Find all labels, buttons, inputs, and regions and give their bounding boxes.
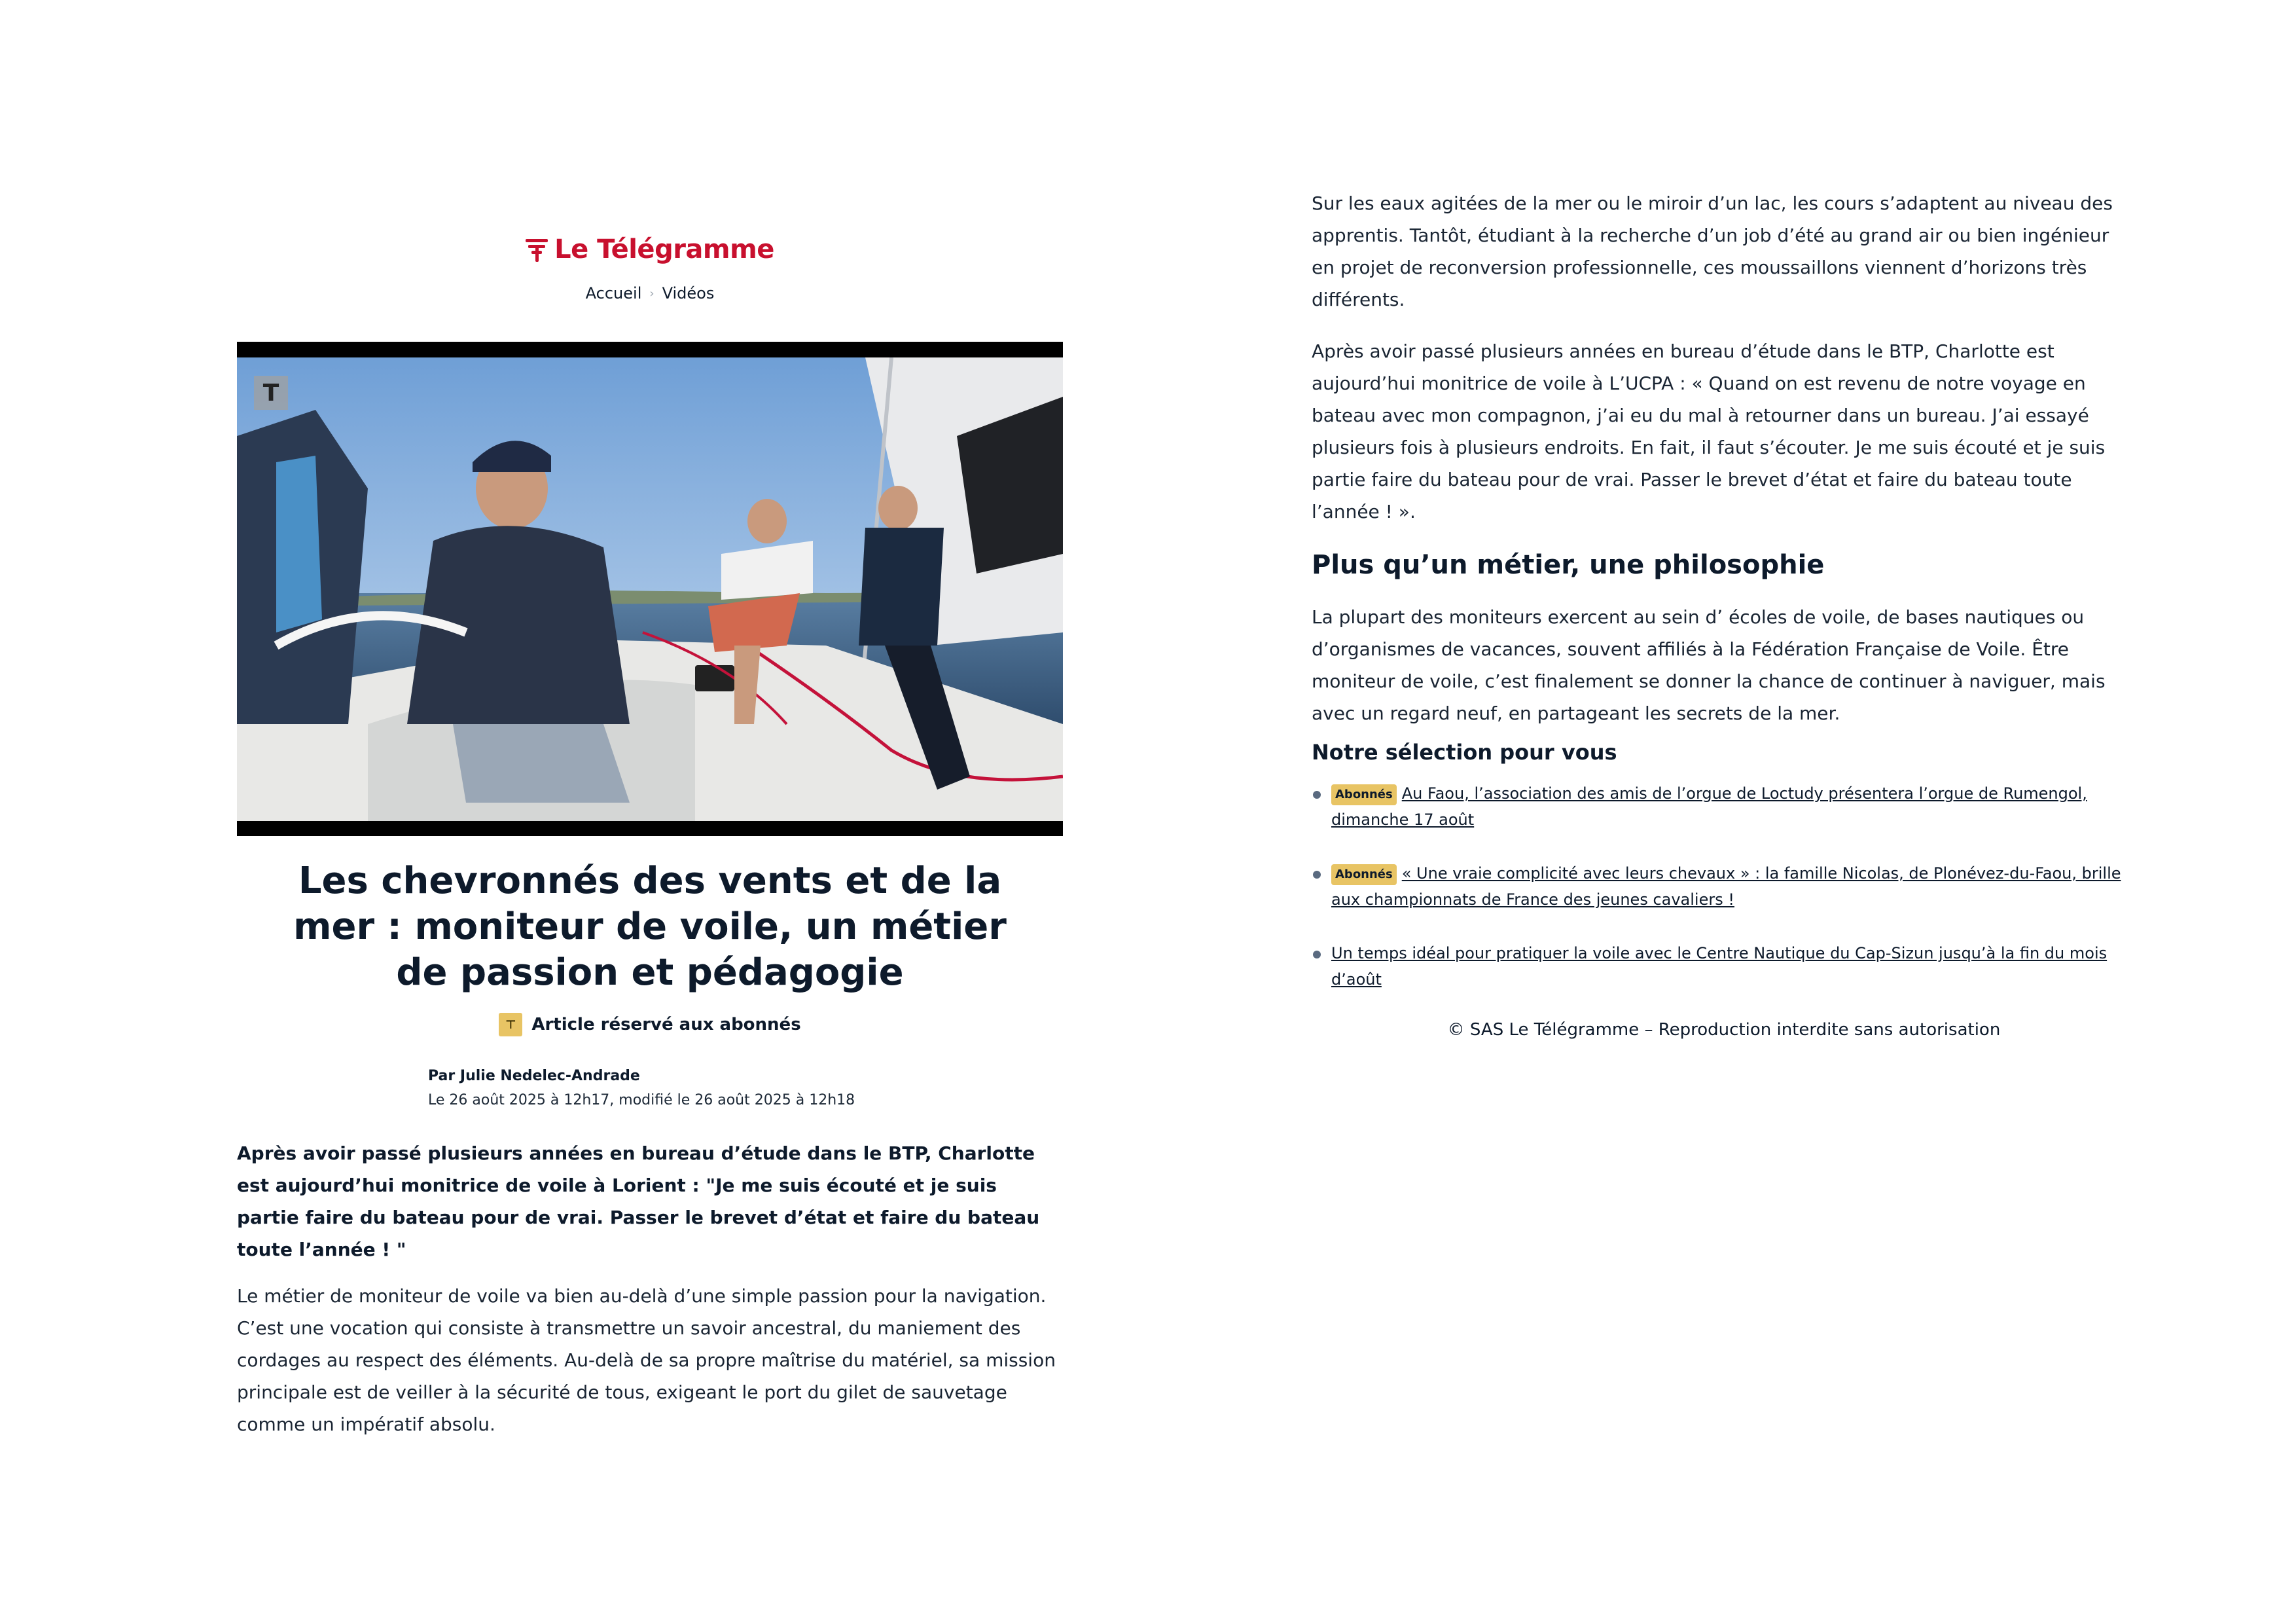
bullet-icon	[1313, 791, 1321, 799]
copyright: © SAS Le Télégramme – Reproduction interdite sans autorisation	[1447, 1020, 2001, 1040]
article-paragraph-1: Le métier de moniteur de voile va bien au-delà d’une simple passion pour la navigation. C’est une vocation qui consiste à transmettre un savoir ancestral, du maniement des cordages au respect des éléments. Au-delà de sa propre maîtrise du matériel, sa mission principale est de veiller à la sécurité de tous, exigeant le port du gilet de sauvetage comme un impératif absolu.	[237, 1285, 1056, 1435]
selection-link[interactable]: Un temps idéal pour pratiquer la voile avec le Centre Nautique du Cap-Sizun jusqu’à la fin du mois d’août	[1331, 944, 2108, 989]
bullet-icon	[1313, 951, 1321, 958]
breadcrumb	[237, 284, 1063, 302]
article-lead: Après avoir passé plusieurs années en bureau dʼétude dans le BTP, Charlotte est aujourd’hui monitrice de voile à Lorient : "Je me suis écouté et je suis partie faire du bateau pour de vrai. Passer le brevet d’état et faire du bateau toute l’année ! "	[237, 1142, 1040, 1260]
logo-text: Le Télégramme	[554, 234, 774, 264]
left-column	[237, 223, 1063, 1440]
selection-title: Notre sélection pour vous	[1312, 740, 1617, 765]
video-player[interactable]	[237, 342, 1063, 836]
byline	[428, 1068, 1063, 1108]
telegramme-t-icon: T	[254, 376, 288, 410]
logo-icon	[526, 236, 548, 263]
right-column	[1312, 187, 2136, 1040]
article-paragraph-4: La plupart des moniteurs exercent au sein dʼ écoles de voile, de bases nautiques ou d’organismes de vacances, souvent affiliés à la Fédération Française de Voile. Être moniteur de voile, c’est finalement se donner la chance de continuer à naviguer, mais avec un regard neuf, en partageant les secrets de la mer.	[1312, 606, 2106, 724]
subscriber-badge: Abonnés	[1331, 784, 1397, 805]
subscriber-badge: Abonnés	[1331, 864, 1397, 885]
breadcrumb-home[interactable]: Accueil	[585, 284, 642, 302]
article-subheading: Plus qu’un métier, une philosophie	[1312, 550, 1825, 580]
video-frame-image	[237, 357, 1063, 821]
breadcrumb-videos[interactable]: Vidéos	[662, 284, 715, 302]
author: Par Julie Nedelec-Andrade	[428, 1068, 640, 1084]
site-logo[interactable]	[237, 223, 1063, 276]
selection-list	[1312, 780, 2136, 993]
premium-notice	[237, 1013, 1063, 1036]
selection-link[interactable]: « Une vraie complicité avec leurs chevaux » : la famille Nicolas, de Plonévez-du-Faou, brille aux championnats de France des jeunes cavaliers !	[1331, 864, 2121, 909]
selection-link[interactable]: Au Faou, l’association des amis de l’orgue de Loctudy présentera l’orgue de Rumengol, dimanche 17 août	[1331, 784, 2087, 829]
publish-date: Le 26 août 2025 à 12h17, modifié le 26 août 2025 à 12h18	[428, 1092, 855, 1108]
list-item	[1312, 940, 2136, 993]
list-item	[1312, 860, 2136, 913]
article-title: Les chevronnés des vents et de la mer : moniteur de voile, un métier de passion et pédagogie	[293, 860, 1007, 994]
list-item	[1312, 780, 2136, 833]
article-paragraph-3: Après avoir passé plusieurs années en bureau d’étude dans le BTP, Charlotte est aujourd’hui monitrice de voile à L’UCPA : « Quand on est revenu de notre voyage en bateau avec mon compagnon, j’ai eu du mal à retourner dans un bureau. J’ai essayé plusieurs fois à plusieurs endroits. En fait, il faut s’écouter. Je me suis écouté et je suis partie faire du bateau pour de vrai. Passer le brevet d’état et faire du bateau toute l’année ! ».	[1312, 340, 2106, 522]
bullet-icon	[1313, 871, 1321, 879]
chevron-right-icon: ›	[649, 286, 655, 301]
premium-label: Article réservé aux abonnés	[531, 1015, 801, 1034]
subscriber-icon: ⊤	[499, 1013, 522, 1036]
article-paragraph-2: Sur les eaux agitées de la mer ou le miroir d’un lac, les cours s’adaptent au niveau des apprentis. Tantôt, étudiant à la recherche d’un job d’été au grand air ou bien ingénieur en projet de reconversion professionnelle, ces moussaillons viennent d’horizons très différents.	[1312, 192, 2113, 310]
